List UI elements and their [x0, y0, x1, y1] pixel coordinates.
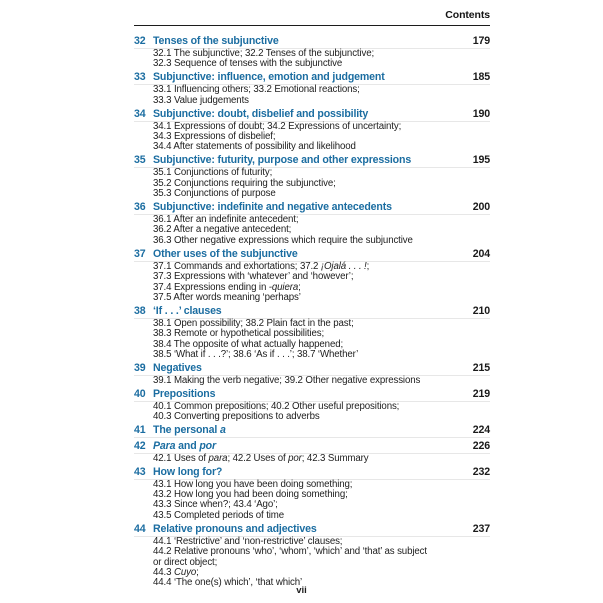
chapter-title — [153, 36, 473, 47]
text: 38.3 Remote or hypothetical possibilities; — [153, 328, 325, 340]
text: Negatives — [153, 362, 202, 375]
text: 36.2 After a negative antecedent; — [153, 224, 292, 236]
toc-entry — [134, 306, 490, 361]
text: 39.1 Making the verb negative; 39.2 Other negative expressions — [153, 375, 421, 387]
chapter-number: 36 — [134, 201, 146, 214]
chapter-number: 38 — [134, 304, 146, 317]
text: How long for? — [153, 465, 223, 478]
chapter-number: 40 — [134, 387, 146, 400]
text: ‘If . . .’ clauses — [153, 304, 222, 317]
toc-entry — [134, 155, 490, 199]
italic-text: por — [199, 439, 216, 452]
chapter-page-number: 190 — [472, 107, 490, 120]
italic-text: Cuyo — [173, 567, 197, 578]
text: 32.1 The subjunctive; 32.2 Tenses of the subjunctive; — [153, 48, 375, 59]
chapter-page-number: 185 — [472, 71, 490, 84]
text: Subjunctive: futurity, purpose and other expressions — [153, 154, 412, 167]
page-number-footer: vii — [296, 585, 307, 596]
chapter-title — [153, 425, 473, 436]
chapter-title — [153, 467, 473, 478]
text: 32.3 Sequence of tenses with the subjunctive — [153, 58, 343, 70]
toc-sublist — [153, 262, 490, 304]
text: ; 42.2 Uses of — [227, 452, 289, 464]
chapter-page-number: 232 — [472, 465, 490, 478]
text: 36.1 After an indefinite antecedent; — [153, 214, 299, 226]
chapter-title — [153, 155, 473, 166]
toc-subentry-line — [153, 96, 490, 106]
text: 38.5 ‘What if . . .?’; 38.6 ‘As if . . .’; 38.7 ‘Whether’ — [153, 349, 359, 361]
chapter-page-number: 204 — [472, 247, 490, 260]
toc-entry — [134, 249, 490, 304]
chapter-page-number: 179 — [472, 35, 490, 47]
text: Subjunctive: indefinite and negative antecedents — [153, 201, 392, 214]
chapter-title — [153, 202, 473, 213]
text: 44.4 ‘The one(s) which’, ‘that which’ — [153, 577, 303, 589]
italic-text: para — [208, 452, 228, 464]
text: 43.2 How long you had been doing something; — [153, 489, 348, 501]
chapter-page-number: 224 — [472, 424, 490, 437]
chapter-number: 34 — [134, 107, 146, 120]
toc-sublist — [153, 85, 490, 106]
chapter-number: 32 — [134, 35, 146, 47]
text: 43.5 Completed periods of time — [153, 509, 285, 521]
toc-entry-heading — [134, 425, 490, 438]
text: ; — [298, 281, 301, 293]
toc-subentry-line — [153, 350, 490, 360]
text: 43.1 How long you have been doing something; — [153, 478, 353, 490]
text: Tenses of the subjunctive — [153, 35, 279, 47]
chapter-title — [153, 109, 473, 120]
toc-sublist — [153, 454, 490, 464]
italic-text: a — [219, 424, 226, 437]
toc-subentry-line — [153, 59, 490, 69]
chapter-page-number: 210 — [472, 304, 490, 317]
text: 36.3 Other negative expressions which require the subjunctive — [153, 234, 413, 246]
text: ; 42.3 Summary — [301, 452, 369, 464]
text: ; — [366, 260, 370, 272]
text: ; — [196, 567, 199, 578]
toc-sublist — [153, 376, 490, 386]
toc-entry — [134, 467, 490, 522]
chapter-page-number: 237 — [472, 522, 490, 535]
chapter-number: 37 — [134, 247, 146, 260]
chapter-title — [153, 306, 473, 317]
text: 40.1 Common prepositions; 40.2 Other useful prepositions; — [153, 400, 400, 412]
text: 34.4 After statements of possibility and likelihood — [153, 141, 356, 153]
chapter-number: 33 — [134, 71, 146, 84]
text: or direct object; — [153, 556, 218, 568]
text: Other uses of the subjunctive — [153, 247, 298, 260]
text: 38.4 The opposite of what actually happened; — [153, 338, 344, 350]
toc-entry — [134, 109, 490, 153]
italic-text: por — [288, 452, 302, 464]
text: The personal — [153, 424, 220, 437]
text: Relative pronouns and adjectives — [153, 522, 317, 535]
chapter-number: 41 — [134, 424, 146, 437]
text: Subjunctive: influence, emotion and judgement — [153, 71, 385, 84]
text: 40.3 Converting prepositions to adverbs — [153, 411, 320, 423]
toc-entry — [134, 524, 490, 589]
toc-sublist — [153, 168, 490, 199]
chapter-title — [153, 363, 473, 374]
toc-entry — [134, 425, 490, 438]
toc-subentry-line — [153, 189, 490, 199]
chapter-page-number: 215 — [472, 362, 490, 375]
chapter-title — [153, 441, 473, 452]
toc-subentry-line — [153, 511, 490, 521]
text: 42.1 Uses of — [153, 452, 209, 464]
italic-text: Para — [153, 439, 176, 452]
text: 44.1 ‘Restrictive’ and ‘non-restrictive’ clauses; — [153, 535, 343, 547]
text: 37.1 Commands and exhortations; 37.2 — [153, 260, 321, 272]
chapter-page-number: 195 — [472, 154, 490, 167]
toc-subentry-line — [153, 236, 490, 246]
chapter-number: 39 — [134, 362, 146, 375]
toc-subentry-line — [153, 376, 490, 386]
chapter-title — [153, 389, 473, 400]
chapter-number: 42 — [134, 439, 146, 452]
text: 34.1 Expressions of doubt; 34.2 Expressions of uncertainty; — [153, 120, 402, 132]
toc-entry — [134, 441, 490, 464]
italic-text: -quiera — [268, 281, 299, 293]
toc-sublist — [153, 49, 490, 70]
contents-column — [134, 9, 490, 591]
chapter-number: 43 — [134, 465, 146, 478]
toc-subentry-line — [153, 412, 490, 422]
toc-entry — [134, 36, 490, 70]
text: 34.3 Expressions of disbelief; — [153, 131, 276, 143]
text: and — [175, 439, 200, 452]
text: 37.3 Expressions with ‘whatever’ and ‘however’; — [153, 271, 354, 283]
chapter-title — [153, 249, 473, 260]
toc-sublist — [153, 319, 490, 361]
text: 37.5 After words meaning ‘perhaps’ — [153, 292, 301, 303]
toc-subentry-line — [153, 558, 490, 568]
chapter-title — [153, 72, 473, 83]
chapter-page-number: 226 — [472, 439, 490, 452]
text: 43.3 Since when?; 43.4 ‘Ago’; — [153, 499, 278, 511]
text: 35.2 Conjunctions requiring the subjunctive; — [153, 177, 336, 189]
italic-text: ¡Ojalá . . . ! — [320, 260, 367, 272]
toc-entry — [134, 72, 490, 106]
text: 35.1 Conjunctions of futurity; — [153, 167, 273, 179]
chapter-number: 35 — [134, 154, 146, 167]
chapter-page-number: 200 — [472, 201, 490, 214]
toc-subentry-line — [153, 293, 490, 303]
toc-entry — [134, 389, 490, 423]
toc-sublist — [153, 537, 490, 589]
text: 35.3 Conjunctions of purpose — [153, 188, 276, 200]
text: 33.3 Value judgements — [153, 94, 249, 106]
text: 33.1 Influencing others; 33.2 Emotional reactions; — [153, 84, 360, 96]
text: 37.4 Expressions ending in — [153, 281, 269, 293]
page-header-contents: Contents — [134, 9, 490, 26]
text: Prepositions — [153, 387, 216, 400]
toc-subentry-line — [153, 454, 490, 464]
text: 38.1 Open possibility; 38.2 Plain fact in the past; — [153, 317, 354, 329]
toc-sublist — [153, 480, 490, 522]
chapter-number: 44 — [134, 522, 146, 535]
toc-list — [134, 36, 490, 589]
toc-entry — [134, 202, 490, 246]
text: Subjunctive: doubt, disbelief and possibility — [153, 107, 369, 120]
toc-sublist — [153, 402, 490, 423]
toc-entry — [134, 363, 490, 386]
toc-sublist — [153, 215, 490, 246]
chapter-page-number: 219 — [472, 387, 490, 400]
text: 44.3 — [153, 567, 174, 578]
toc-subentry-line — [153, 142, 490, 152]
toc-sublist — [153, 122, 490, 153]
chapter-title — [153, 524, 473, 535]
text: 44.2 Relative pronouns ‘who’, ‘whom’, ‘which’ and ‘that’ as subject — [153, 546, 427, 558]
